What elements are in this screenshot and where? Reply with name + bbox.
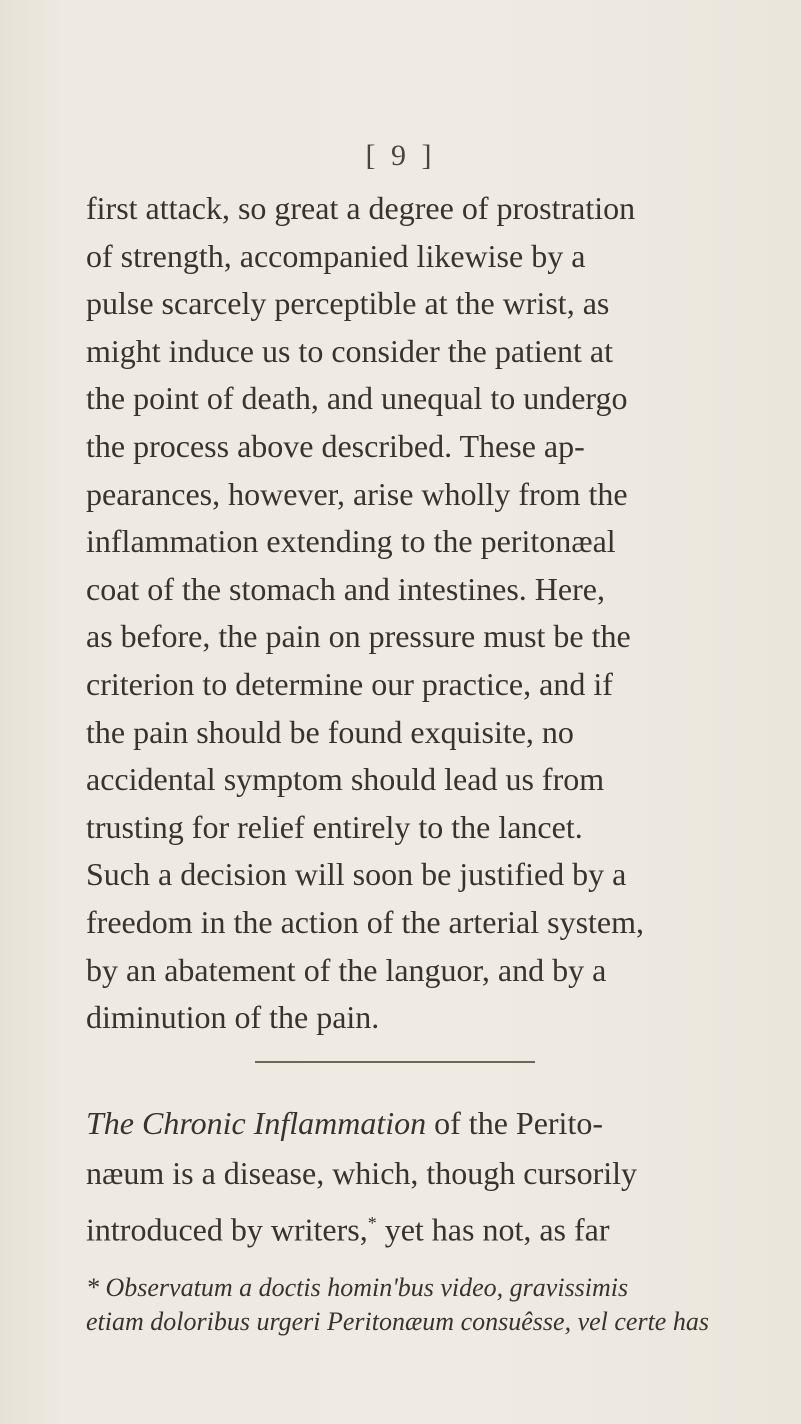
section-line	[86, 1203, 610, 1250]
section-line	[86, 1103, 603, 1143]
footnote-text: Observatum a doctis homin'bus video, gravissimis	[105, 1273, 629, 1302]
footnote-line	[86, 1272, 628, 1304]
section-divider	[255, 1061, 535, 1063]
body-line: diminution of the pain.	[86, 999, 380, 1035]
body-line: the point of death, and unequal to undergo	[86, 380, 628, 416]
body-line: first attack, so great a degree of prostration	[86, 190, 636, 226]
section-heading-rest: of the Perito-	[426, 1105, 603, 1141]
footnote-marker: *	[86, 1273, 106, 1302]
body-line: the process above described. These ap-	[86, 428, 585, 464]
body-line: the pain should be found exquisite, no	[86, 714, 574, 750]
body-line: pearances, however, arise wholly from the	[86, 476, 628, 512]
body-line: freedom in the action of the arterial system,	[86, 904, 645, 940]
body-line: criterion to determine our practice, and if	[86, 666, 613, 702]
body-line: might induce us to consider the patient at	[86, 333, 613, 369]
body-line: as before, the pain on pressure must be the	[86, 618, 631, 654]
body-line: Such a decision will soon be justified by a	[86, 856, 627, 892]
section-heading: The Chronic Inflammation	[86, 1105, 427, 1141]
body-line: of strength, accompanied likewise by a	[86, 238, 586, 274]
body-line: inflammation extending to the peritonæal	[86, 523, 616, 559]
footnote-marker: *	[367, 1213, 377, 1233]
section-line: næum is a disease, which, though cursorily	[86, 1155, 638, 1191]
section-text: introduced by writers,	[86, 1211, 368, 1248]
body-line: by an abatement of the languor, and by a	[86, 952, 607, 988]
page-number: [ 9 ]	[365, 139, 436, 172]
body-line: coat of the stomach and intestines. Here,	[86, 571, 605, 607]
section-text: yet has not, as far	[376, 1211, 610, 1248]
body-line: pulse scarcely perceptible at the wrist, as	[86, 285, 610, 321]
footnote-line: etiam doloribus urgeri Peritonæum consuêsse, vel certe has	[86, 1307, 709, 1336]
body-line: trusting for relief entirely to the lancet.	[86, 809, 583, 845]
body-line: accidental symptom should lead us from	[86, 761, 605, 797]
